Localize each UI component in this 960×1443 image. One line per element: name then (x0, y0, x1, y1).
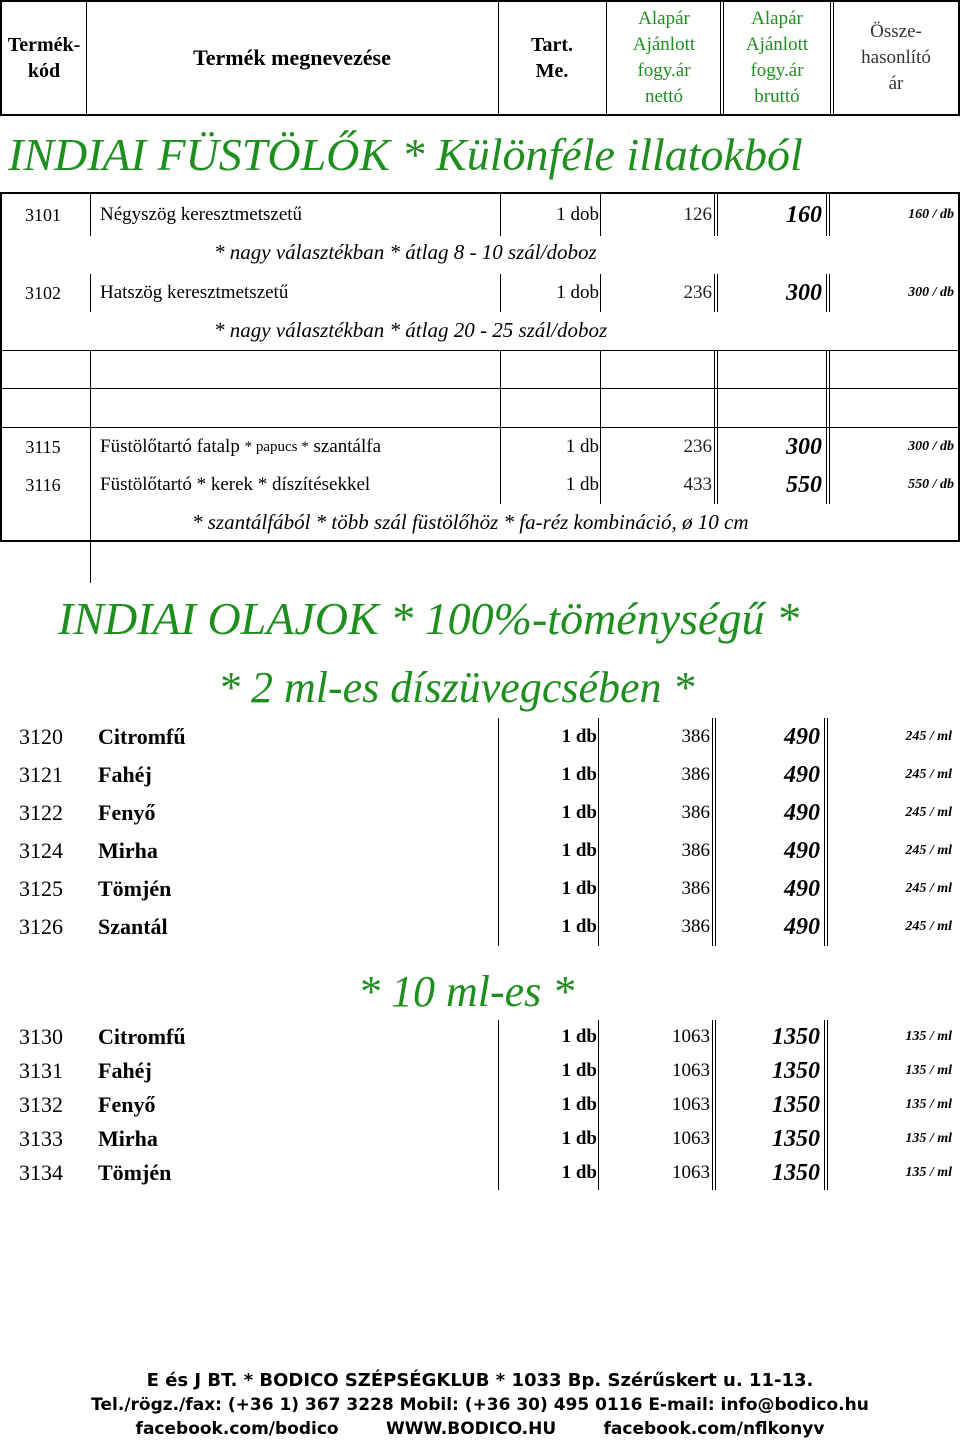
price-gross: 1350 (772, 1057, 820, 1084)
table-row (0, 1054, 960, 1088)
price-net: 386 (681, 878, 710, 899)
product-name: Tömjén (98, 876, 172, 901)
table-row (0, 794, 960, 832)
product-name: Szantál (98, 914, 168, 939)
footer-contact: Tel./rögz./fax: (+36 1) 367 3228 Mobil: (+36 30) 495 0116 E-mail: info@bodico.hu (91, 1395, 869, 1415)
product-unit: 1 db (561, 916, 597, 937)
product-code: 3124 (19, 838, 63, 863)
product-unit: 1 db (565, 436, 599, 457)
header-compare-line: ár (888, 73, 904, 94)
price-gross: 1350 (772, 1159, 820, 1186)
product-name: Mirha (98, 1126, 158, 1151)
product-name-part: szantálfa (313, 436, 382, 457)
price-compare: 300 / db (908, 285, 954, 300)
table-row (2, 428, 960, 466)
product-unit: 1 db (561, 802, 597, 823)
footer-company: E és J BT. * BODICO SZÉPSÉGKLUB * 1033 Bp. Szérűskert u. 11-13. (146, 1370, 814, 1391)
product-unit: 1 db (561, 1060, 597, 1081)
price-net: 386 (681, 840, 710, 861)
price-net: 386 (681, 916, 710, 937)
price-compare: 135 / ml (905, 1165, 952, 1180)
product-name (100, 428, 500, 466)
table-header (0, 0, 960, 116)
product-code: 3131 (19, 1058, 63, 1083)
product-name: Mirha (98, 838, 158, 863)
price-gross: 550 (786, 471, 822, 498)
price-compare: 160 / db (908, 207, 954, 222)
product-code: 3133 (19, 1126, 63, 1151)
price-net: 1063 (672, 1128, 710, 1149)
product-unit: 1 db (561, 1128, 597, 1149)
price-compare: 245 / ml (905, 805, 952, 820)
product-unit: 1 db (561, 764, 597, 785)
row-note: * nagy választékban * átlag 8 - 10 szál/doboz (214, 240, 597, 264)
price-net: 1063 (672, 1162, 710, 1183)
price-compare: 245 / ml (905, 729, 952, 744)
price-gross: 490 (784, 723, 820, 750)
price-net: 386 (681, 726, 710, 747)
header-unit-line: Me. (535, 60, 569, 82)
price-gross: 490 (784, 875, 820, 902)
price-gross: 490 (784, 913, 820, 940)
header-compare-line: Össze- (870, 21, 922, 42)
incense-table (0, 192, 960, 542)
header-net (608, 2, 720, 114)
product-name: Citromfű (98, 724, 186, 749)
price-compare: 550 / db (908, 477, 954, 492)
price-compare: 245 / ml (905, 881, 952, 896)
section-title-oils: INDIAI OLAJOK * 100%-töménységű * (58, 593, 799, 644)
price-gross: 300 (786, 433, 822, 460)
product-name: Fenyő (98, 1092, 156, 1117)
table-row (0, 718, 960, 756)
header-gross-line: fogy.ár (750, 60, 804, 81)
price-net: 236 (683, 282, 712, 303)
product-unit: 1 db (561, 726, 597, 747)
product-code: 3116 (25, 474, 61, 495)
table-row (0, 1122, 960, 1156)
header-divider (606, 2, 607, 114)
price-net: 1063 (672, 1060, 710, 1081)
product-code: 3125 (19, 876, 63, 901)
header-name: Termék megnevezése (193, 45, 391, 70)
price-gross: 1350 (772, 1023, 820, 1050)
product-unit: 1 db (561, 1026, 597, 1047)
table-row (2, 466, 960, 504)
header-unit (499, 2, 605, 114)
product-code: 3122 (19, 800, 63, 825)
header-gross-line: Ajánlott (745, 34, 809, 55)
table-row (0, 1088, 960, 1122)
product-code: 3101 (25, 204, 61, 225)
header-net-line: Ajánlott (632, 34, 696, 55)
price-net: 386 (681, 764, 710, 785)
table-row (0, 870, 960, 908)
product-code: 3134 (19, 1160, 63, 1185)
product-unit: 1 dob (556, 204, 599, 225)
price-gross: 490 (784, 799, 820, 826)
product-name: Fenyő (98, 800, 156, 825)
price-net: 126 (683, 204, 712, 225)
product-name: Füstölőtartó * kerek * díszítésekkel (100, 474, 371, 495)
price-net: 433 (683, 474, 712, 495)
price-net: 1063 (672, 1094, 710, 1115)
price-net: 386 (681, 802, 710, 823)
row-divider (2, 350, 958, 351)
price-net: 236 (683, 436, 712, 457)
price-compare: 300 / db (908, 439, 954, 454)
header-unit-line: Tart. (530, 34, 574, 56)
section-subtitle-2ml: * 2 ml-es díszüvegcsében * (218, 663, 695, 712)
price-gross: 1350 (772, 1091, 820, 1118)
price-compare: 245 / ml (905, 843, 952, 858)
product-code: 3126 (19, 914, 63, 939)
header-code-line: Termék- (7, 34, 81, 56)
header-net-line: fogy.ár (637, 60, 691, 81)
header-code (2, 2, 86, 114)
row-note: * szantálfából * több szál füstölőhöz * fa-réz kombináció, ø 10 cm (192, 510, 749, 534)
table-row (2, 196, 960, 234)
header-compare-line: hasonlító (861, 47, 931, 68)
price-gross: 490 (784, 761, 820, 788)
product-name: Hatszög keresztmetszetű (100, 282, 289, 303)
product-unit: 1 db (561, 840, 597, 861)
product-unit: 1 db (565, 474, 599, 495)
table-row (0, 1020, 960, 1054)
product-code: 3102 (25, 282, 61, 303)
product-name: Tömjén (98, 1160, 172, 1185)
price-gross: 1350 (772, 1125, 820, 1152)
table-row (0, 832, 960, 870)
product-name: Fahéj (98, 1058, 152, 1083)
header-gross (724, 2, 830, 114)
product-unit: 1 db (561, 878, 597, 899)
price-compare: 135 / ml (905, 1131, 952, 1146)
row-note: * nagy választékban * átlag 20 - 25 szál/doboz (214, 318, 608, 342)
product-code: 3121 (19, 762, 63, 787)
product-name-part: * papucs * (244, 438, 309, 455)
product-name: Fahéj (98, 762, 152, 787)
product-unit: 1 dob (556, 282, 599, 303)
price-compare: 135 / ml (905, 1097, 952, 1112)
header-code-line: kód (27, 60, 61, 82)
product-name-part: Füstölőtartó fatalp (100, 436, 240, 457)
header-gross-line: bruttó (754, 86, 800, 107)
price-compare: 135 / ml (905, 1029, 952, 1044)
header-compare (834, 2, 958, 114)
table-row (2, 274, 960, 312)
table-row (0, 756, 960, 794)
product-unit: 1 db (561, 1094, 597, 1115)
product-name: Citromfű (98, 1024, 186, 1049)
section-subtitle-10ml: * 10 ml-es * (358, 967, 575, 1016)
row-divider (2, 388, 958, 389)
product-code: 3132 (19, 1092, 63, 1117)
table-row (0, 1156, 960, 1190)
section-title-incense: INDIAI FÜSTÖLŐK * Különféle illatokból (8, 129, 803, 180)
price-compare: 135 / ml (905, 1063, 952, 1078)
price-compare: 245 / ml (905, 919, 952, 934)
header-net-line: Alapár (638, 8, 690, 29)
product-code: 3115 (25, 436, 61, 457)
header-gross-line: Alapár (751, 8, 803, 29)
footer-links: facebook.com/bodico WWW.BODICO.HU facebook.com/nflkonyv (135, 1419, 825, 1439)
product-code: 3130 (19, 1024, 63, 1049)
price-net: 1063 (672, 1026, 710, 1047)
price-compare: 245 / ml (905, 767, 952, 782)
product-unit: 1 db (561, 1162, 597, 1183)
header-net-line: nettó (645, 86, 683, 107)
product-code: 3120 (19, 724, 63, 749)
table-row (0, 908, 960, 946)
price-gross: 490 (784, 837, 820, 864)
price-gross: 300 (786, 279, 822, 306)
price-gross: 160 (786, 201, 822, 228)
product-name: Négyszög keresztmetszetű (100, 204, 303, 225)
